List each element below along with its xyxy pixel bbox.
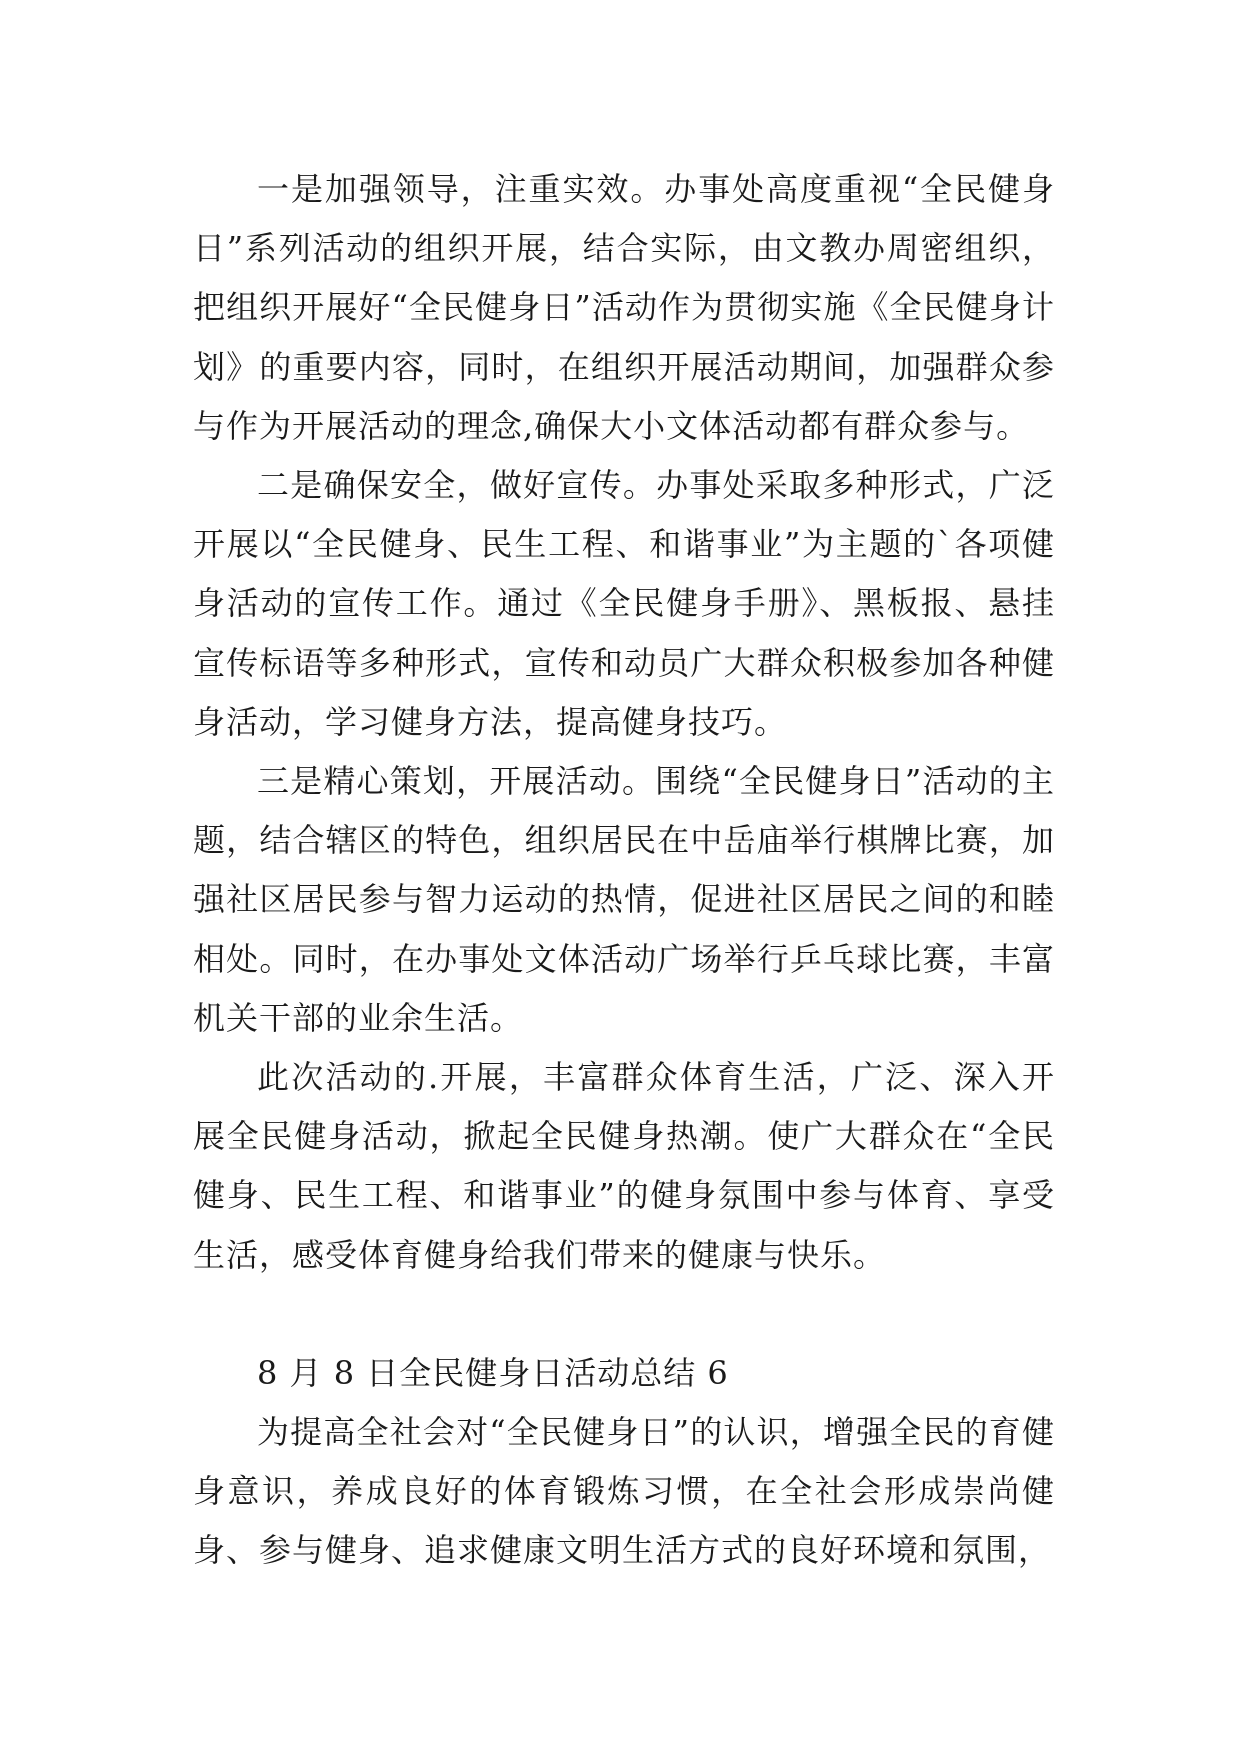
section-spacer <box>193 1285 1055 1344</box>
paragraph-leadership: 一是加强领导，注重实效。办事处高度重视“全民健身日”系列活动的组织开展，结合实际，由文教办周密组织，把组织开展好“全民健身日”活动作为贯彻实施《全民健身计划》的重要内容，同时，在组织开展活动期间，加强群众参与作为开展活动的理念,确保大小文体活动都有群众参与。 <box>193 170 1055 445</box>
paragraph-conclusion: 此次活动的.开展，丰富群众体育生活，广泛、深入开展全民健身活动，掀起全民健身热潮。使广大群众在“全民健身、民生工程、和谐事业”的健身氛围中参与体育、享受生活，感受体育健身给我们带来的健康与快乐。 <box>193 1058 1055 1274</box>
document-body <box>193 160 1055 1581</box>
paragraph-section-intro: 为提高全社会对“全民健身日”的认识，增强全民的育健身意识，养成良好的体育锻炼习惯，在全社会形成崇尚健身、参与健身、追求健康文明生活方式的良好环境和氛围， <box>193 1413 1055 1570</box>
paragraph-planning-activities: 三是精心策划，开展活动。围绕“全民健身日”活动的主题，结合辖区的特色，组织居民在中岳庙举行棋牌比赛，加强社区居民参与智力运动的热情，促进社区居民之间的和睦相处。同时，在办事处文体活动广场举行乒乓球比赛，丰富机关干部的业余生活。 <box>193 762 1055 1037</box>
paragraph-safety-publicity: 二是确保安全，做好宣传。办事处采取多种形式，广泛开展以“全民健身、民生工程、和谐事业”为主题的`各项健身活动的宣传工作。通过《全民健身手册》、黑板报、悬挂宣传标语等多种形式，宣传和动员广大群众积极参加各种健身活动，学习健身方法，提高健身技巧。 <box>193 466 1055 741</box>
section-heading: 8 月 8 日全民健身日活动总结 6 <box>257 1353 729 1392</box>
